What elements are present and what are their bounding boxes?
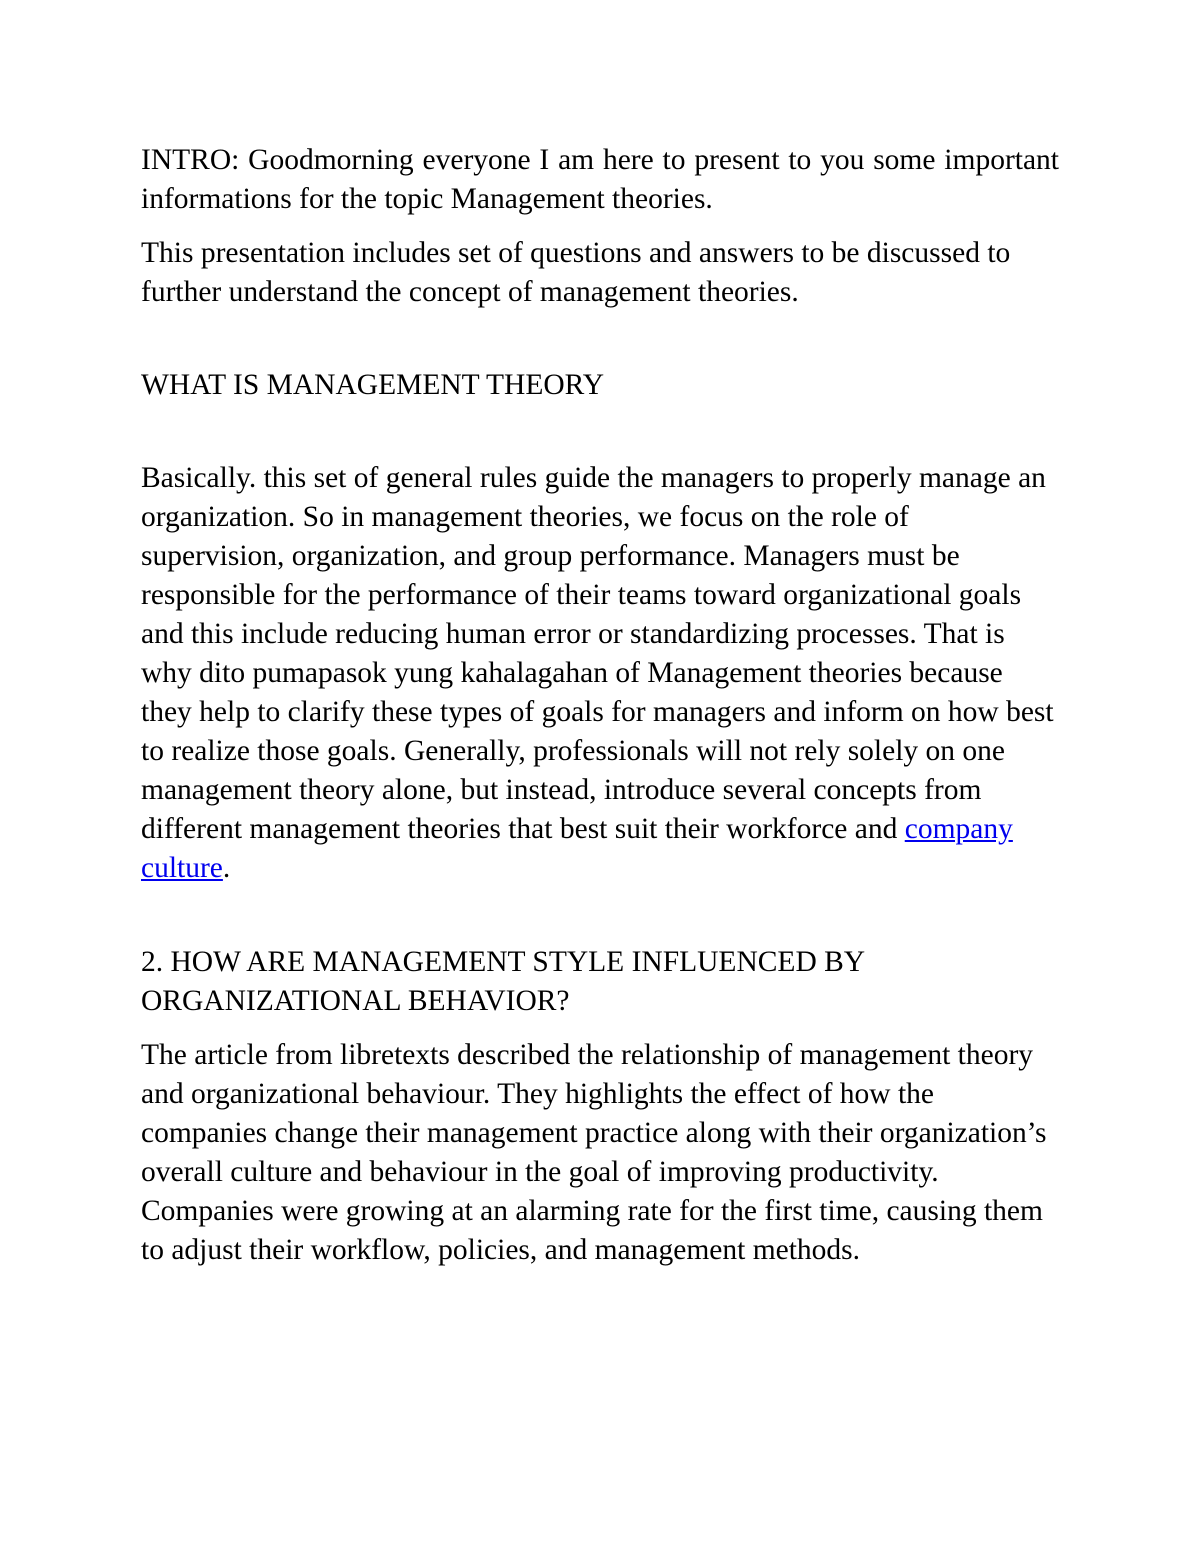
answer-2-paragraph: The article from libretexts described the relationship of management theory and organizational behaviour. They highlights the effect of how the companies change their management practice along with their organization’s overall culture and behaviour in the goal of improving productivity. Companies were growing at an alarming rate for the first time, causing them to adjust their workflow, policies, and management methods. — [141, 1039, 1047, 1266]
answer-1-paragraph — [141, 459, 1059, 888]
heading-question-2: 2. HOW ARE MANAGEMENT STYLE INFLUENCED BY ORGANIZATIONAL BEHAVIOR? — [141, 946, 865, 1017]
company-culture-link[interactable]: company culture — [141, 813, 1013, 884]
answer-1-text: Basically. this set of general rules guide the managers to properly manage an organization. So in management theories, we focus on the role of supervision, organization, and group performance. Managers must be responsible for the performance of their teams toward organizational goals and this include reducing human error or standardizing processes. That is why dito pumapasok yung kahalagahan of Management theories because they help to clarify these types of goals for managers and inform on how best to realize those goals. Generally, professionals will not rely solely on one management theory alone, but instead, introduce several concepts from different management theories that best suit their workforce and — [141, 462, 1054, 845]
document-body — [141, 141, 1059, 1270]
heading-what-is-management-theory: WHAT IS MANAGEMENT THEORY — [141, 369, 604, 401]
intro-paragraph: INTRO: Goodmorning everyone I am here to present to you some important informations for the topic Management theories. — [141, 144, 1059, 215]
answer-1-end: . — [222, 852, 231, 884]
presentation-paragraph: This presentation includes set of questions and answers to be discussed to further understand the concept of management theories. — [141, 237, 1011, 308]
